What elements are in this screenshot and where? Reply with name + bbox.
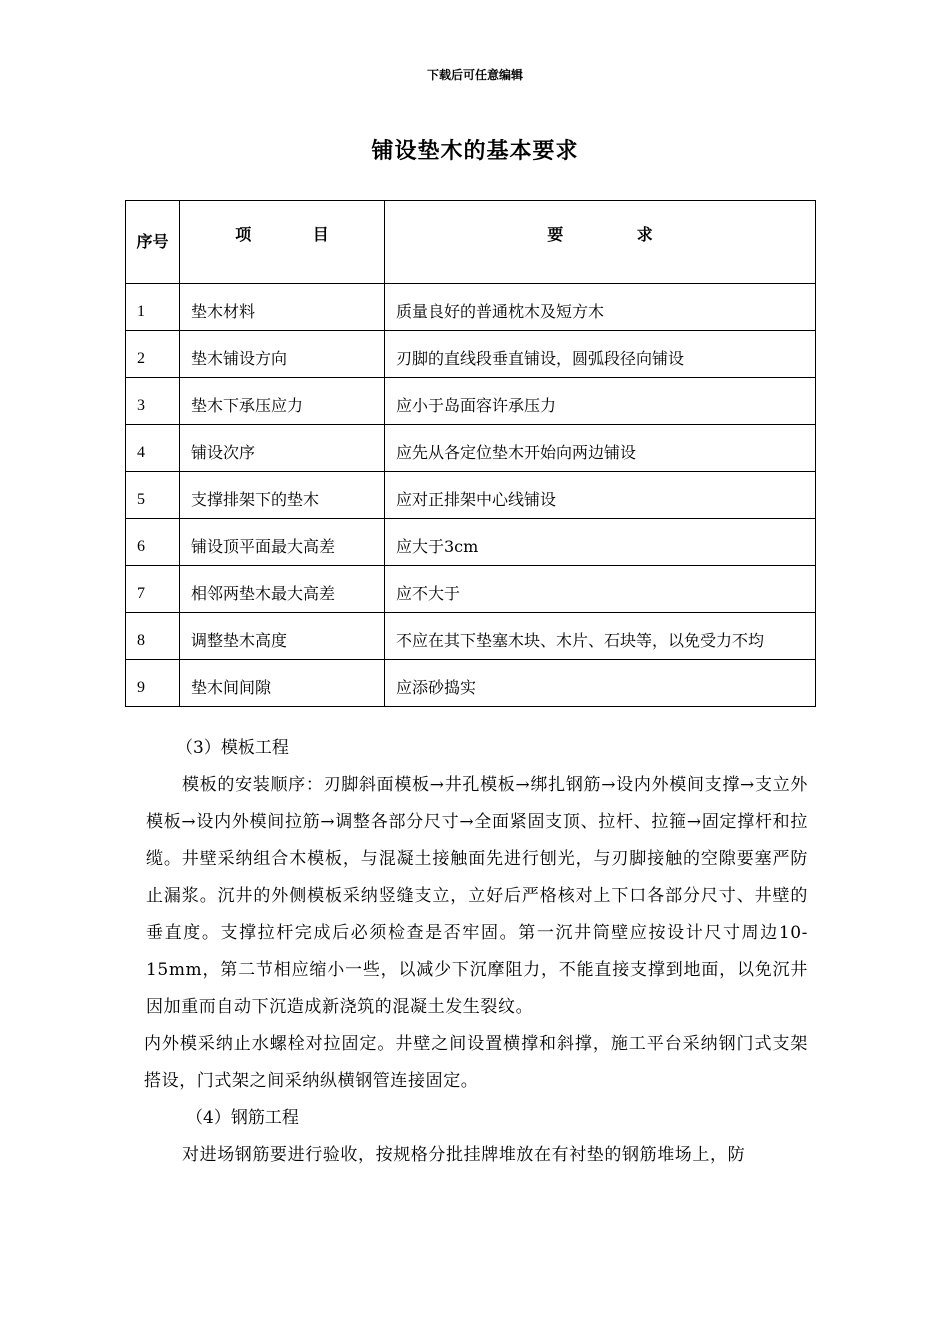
table-row (126, 613, 816, 660)
section-3 (146, 730, 808, 1174)
cell-requirement: 应对正排架中心线铺设 (385, 472, 816, 519)
page-title: 铺设垫木的基本要求 (371, 139, 579, 164)
table-row (126, 331, 816, 378)
cell-item: 支撑排架下的垫木 (180, 472, 385, 519)
cell-requirement: 质量良好的普通枕木及短方木 (385, 284, 816, 331)
table-row (126, 660, 816, 707)
cell-num: 9 (126, 660, 180, 707)
cell-num: 3 (126, 378, 180, 425)
cell-item: 垫木材料 (180, 284, 385, 331)
section-3-paragraph-1: 模板的安装顺序：刃脚斜面模板→井孔模板→绑扎钢筋→设内外模间支撑→支立外模板→设内外模间拉筋→调整各部分尺寸→全面紧固支顶、拉杆、拉箍→固定撑杆和拉缆。井壁采纳组合木模板，与混凝土接触面先进行刨光，与刃脚接触的空隙要塞严防止漏浆。沉井的外侧模板采纳竖缝支立，立好后严格核对上下口各部分尺寸、井壁的垂直度。支撑拉杆完成后必须检查是否牢固。第一沉井筒壁应按设计尺寸周边10-15mm，第二节相应缩小一些，以减少下沉摩阻力，不能直接支撑到地面，以免沉井因加重而自动下沉造成新浇筑的混凝土发生裂纹。 (146, 775, 808, 1017)
cell-item: 调整垫木高度 (180, 613, 385, 660)
cell-item: 垫木下承压应力 (180, 378, 385, 425)
cell-num: 4 (126, 425, 180, 472)
cell-item: 垫木铺设方向 (180, 331, 385, 378)
cell-requirement: 应小于岛面容许承压力 (385, 378, 816, 425)
cell-item: 相邻两垫木最大高差 (180, 566, 385, 613)
cell-num: 1 (126, 284, 180, 331)
cell-num: 7 (126, 566, 180, 613)
table-row (126, 472, 816, 519)
header-item: 项 目 (180, 201, 385, 284)
section-3-paragraph-2: 内外模采纳止水螺栓对拉固定。井壁之间设置横撑和斜撑，施工平台采纳钢门式支架搭设，门式架之间采纳纵横钢管连接固定。 (144, 1034, 808, 1091)
requirements-table (125, 200, 816, 707)
cell-requirement: 不应在其下垫塞木块、木片、石块等，以免受力不均 (385, 613, 816, 660)
section-4-heading: （4）钢筋工程 (186, 1108, 299, 1128)
section-3-heading: （3）模板工程 (176, 738, 289, 758)
cell-requirement: 应大于3cm (385, 519, 816, 566)
table-row (126, 284, 816, 331)
cell-requirement: 应添砂捣实 (385, 660, 816, 707)
table-row (126, 519, 816, 566)
cell-requirement: 应不大于 (385, 566, 816, 613)
cell-item: 铺设次序 (180, 425, 385, 472)
table-row (126, 566, 816, 613)
header-requirement: 要 求 (385, 201, 816, 284)
page-header-note: 下载后可任意编辑 (426, 68, 523, 82)
cell-requirement: 应先从各定位垫木开始向两边铺设 (385, 425, 816, 472)
table-header-row (126, 201, 816, 284)
header-num: 序号 (126, 201, 180, 284)
cell-num: 5 (126, 472, 180, 519)
cell-requirement: 刃脚的直线段垂直铺设，圆弧段径向铺设 (385, 331, 816, 378)
table-row (126, 378, 816, 425)
table-row (126, 425, 816, 472)
section-4-paragraph-1: 对进场钢筋要进行验收，按规格分批挂牌堆放在有衬垫的钢筋堆场上，防 (182, 1145, 746, 1165)
cell-num: 2 (126, 331, 180, 378)
cell-num: 6 (126, 519, 180, 566)
cell-item: 垫木间间隙 (180, 660, 385, 707)
cell-item: 铺设顶平面最大高差 (180, 519, 385, 566)
cell-num: 8 (126, 613, 180, 660)
